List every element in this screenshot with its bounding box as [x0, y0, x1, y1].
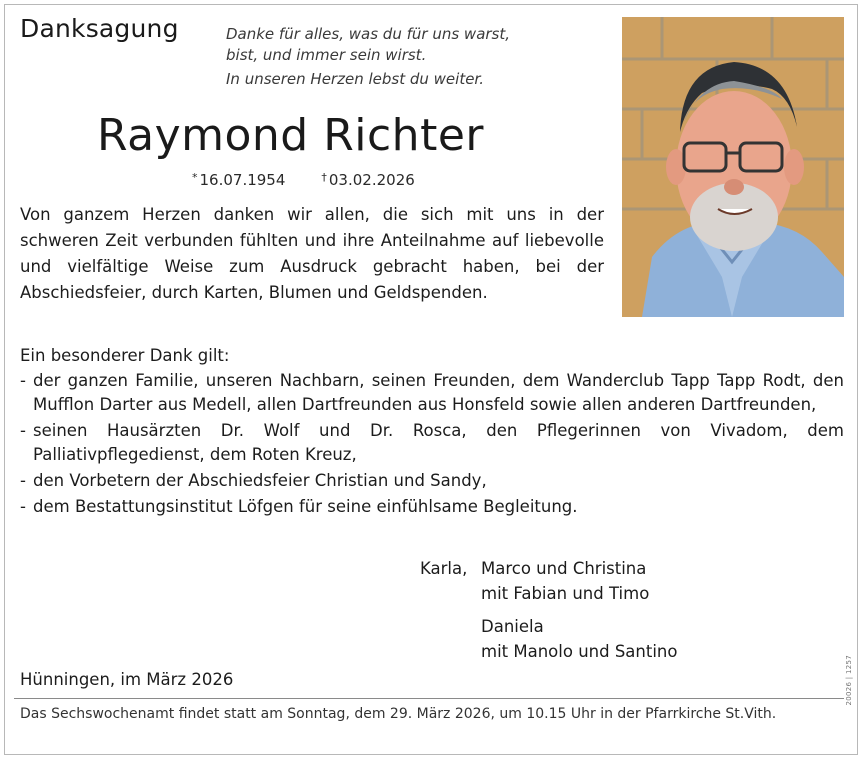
signer-group-1: [420, 556, 677, 606]
poem-line-2: bist, und immer sein wirst.: [226, 46, 427, 64]
divider: [14, 698, 844, 699]
special-thanks-list: [20, 369, 844, 521]
place-date: Hünningen, im März 2026: [20, 670, 234, 689]
portrait-photo: [622, 17, 844, 317]
poem: [226, 24, 510, 90]
list-item: - dem Bestattungsinstitut Löfgen für seine einfühlsame Begleitung.: [20, 495, 844, 519]
heading: Danksagung: [20, 14, 179, 43]
death-symbol: †: [321, 171, 327, 184]
signer-line: mit Manolo und Santino: [481, 642, 678, 661]
list-item: - seinen Hausärzten Dr. Wolf und Dr. Rosca, den Pflegerinnen von Vivadom, dem Palliativpflegedienst, dem Roten Kreuz,: [20, 419, 844, 467]
signer-line: Daniela: [481, 617, 544, 636]
birth-symbol: *: [192, 171, 198, 184]
deceased-name: Raymond Richter: [97, 110, 484, 161]
signers: [420, 556, 677, 664]
death-date: 03.02.2026: [328, 171, 415, 189]
life-dates: [192, 171, 415, 189]
special-thanks-title: Ein besonderer Dank gilt:: [20, 346, 230, 365]
poem-line-3: In unseren Herzen lebst du weiter.: [226, 70, 484, 88]
signer-group-2: [420, 614, 677, 664]
signer-first: Karla,: [420, 559, 468, 578]
birth-date: 16.07.1954: [199, 171, 286, 189]
intro-text: Von ganzem Herzen danken wir allen, die sich mit uns in der schweren Zeit verbunden fühlten und ihre Anteilnahme auf liebevolle und vielfältige Weise zum Ausdruck gebracht haben, bei der Abschiedsfeier, durch Karten, Blumen und Geldspenden.: [20, 205, 604, 302]
portrait-illustration: [622, 17, 844, 317]
birth-date-group: [192, 171, 285, 189]
list-item: - der ganzen Familie, unseren Nachbarn, seinen Freunden, dem Wanderclub Tapp Tapp Rodt, den Mufflon Darter aus Medell, allen Dartfreunden aus Honsfeld sowie allen anderen Dartfreunden,: [20, 369, 844, 417]
reference-code: 20026 | 1257: [845, 655, 853, 706]
signer-line: mit Fabian und Timo: [481, 584, 650, 603]
signer-line: Marco und Christina: [481, 559, 647, 578]
poem-line-1: Danke für alles, was du für uns warst,: [226, 25, 511, 43]
death-date-group: [321, 171, 414, 189]
list-item: - den Vorbetern der Abschiedsfeier Christian und Sandy,: [20, 469, 844, 493]
mass-notice: Das Sechswochenamt findet statt am Sonntag, dem 29. März 2026, um 10.15 Uhr in der Pfarrkirche St.Vith.: [20, 706, 777, 722]
